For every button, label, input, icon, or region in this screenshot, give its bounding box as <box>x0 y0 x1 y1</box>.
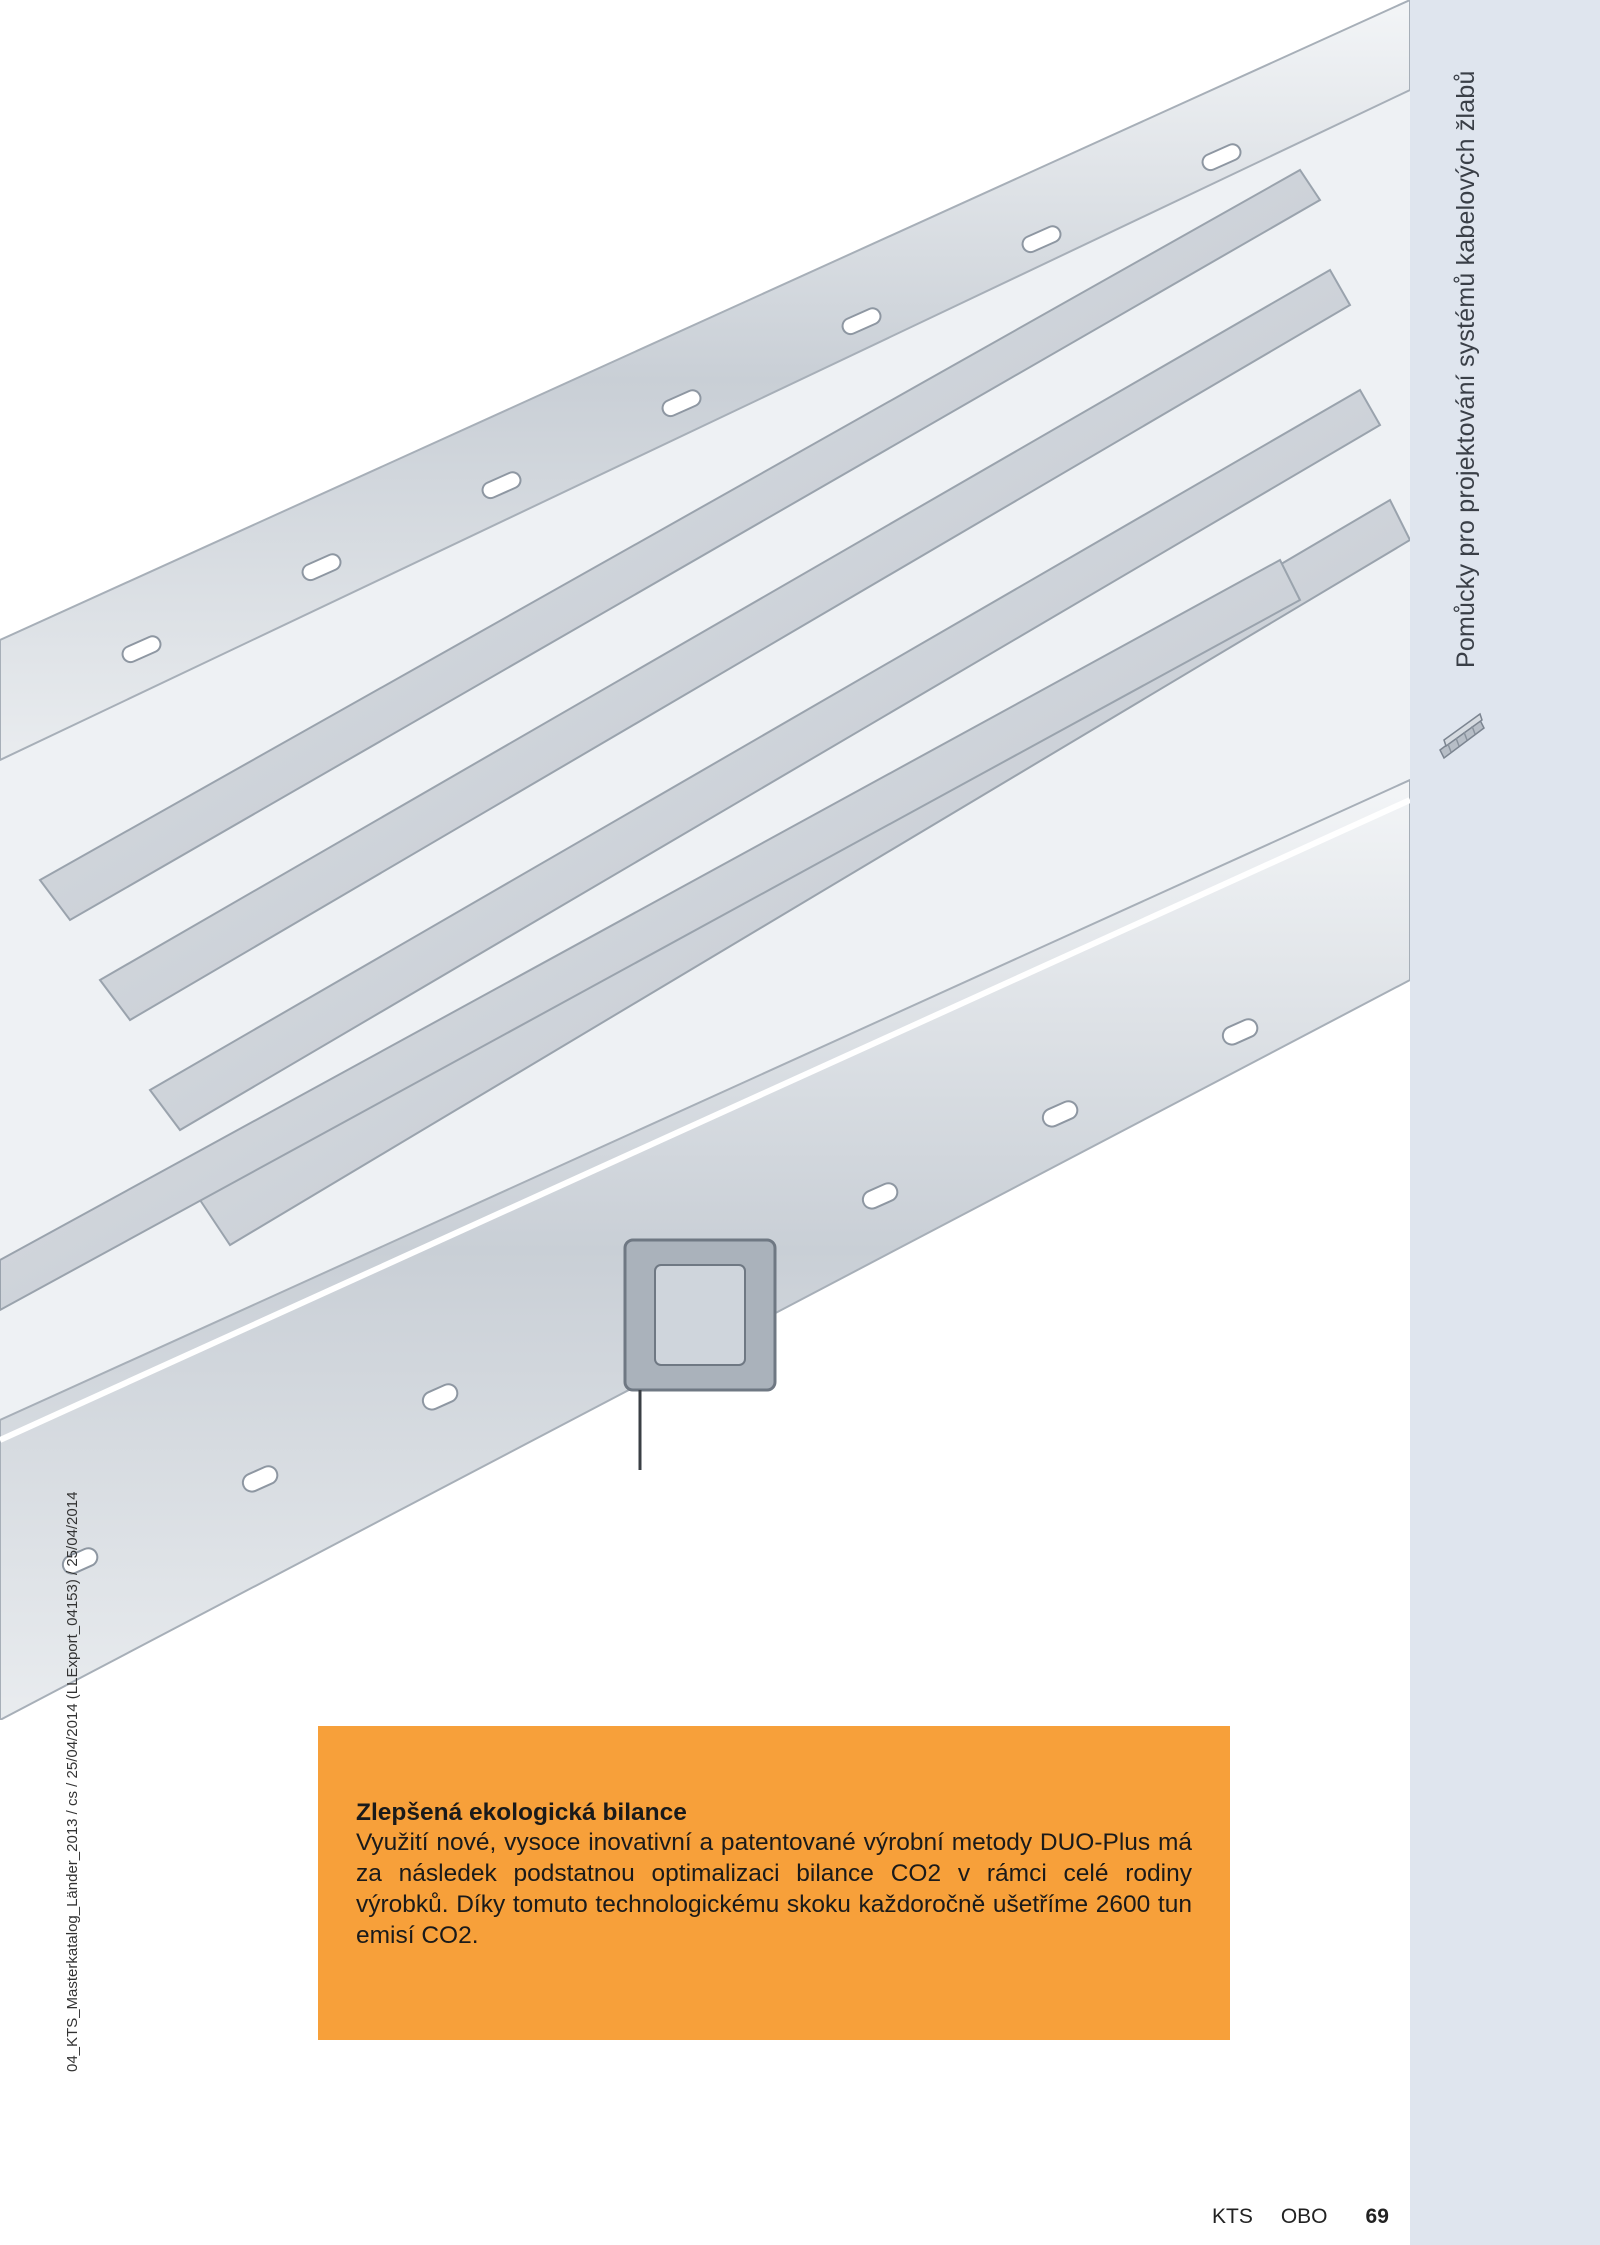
print-slug: 04_KTS_Masterkatalog_Länder_2013 / cs / 25/04/2014 (LLExport_04153) / 25/04/2014 <box>64 1491 81 2072</box>
cable-tray-icon <box>1436 710 1488 762</box>
page-number: 69 <box>1365 2205 1389 2228</box>
page-footer <box>1212 2205 1389 2229</box>
footer-section: KTS <box>1212 2205 1253 2228</box>
info-box-text: Využití nové, vysoce inovativní a patentované výrobní metody DUO-Plus má za následek podstatnou optimalizaci bilance CO2 v rámci celé rodiny výrobků. Díky tomuto technologickému skoku každoročně ušetříme 2600 tun emisí CO2. <box>356 1829 1192 1949</box>
info-box <box>318 1726 1230 2040</box>
footer-brand: OBO <box>1280 2205 1328 2228</box>
connector-clip <box>625 1240 775 1470</box>
info-box-heading: Zlepšená ekologická bilance <box>356 1799 687 1826</box>
sidebar-title: Pomůcky pro projektování systémů kabelových žlabů <box>1452 70 1480 668</box>
sidebar-strip <box>1410 0 1600 2245</box>
